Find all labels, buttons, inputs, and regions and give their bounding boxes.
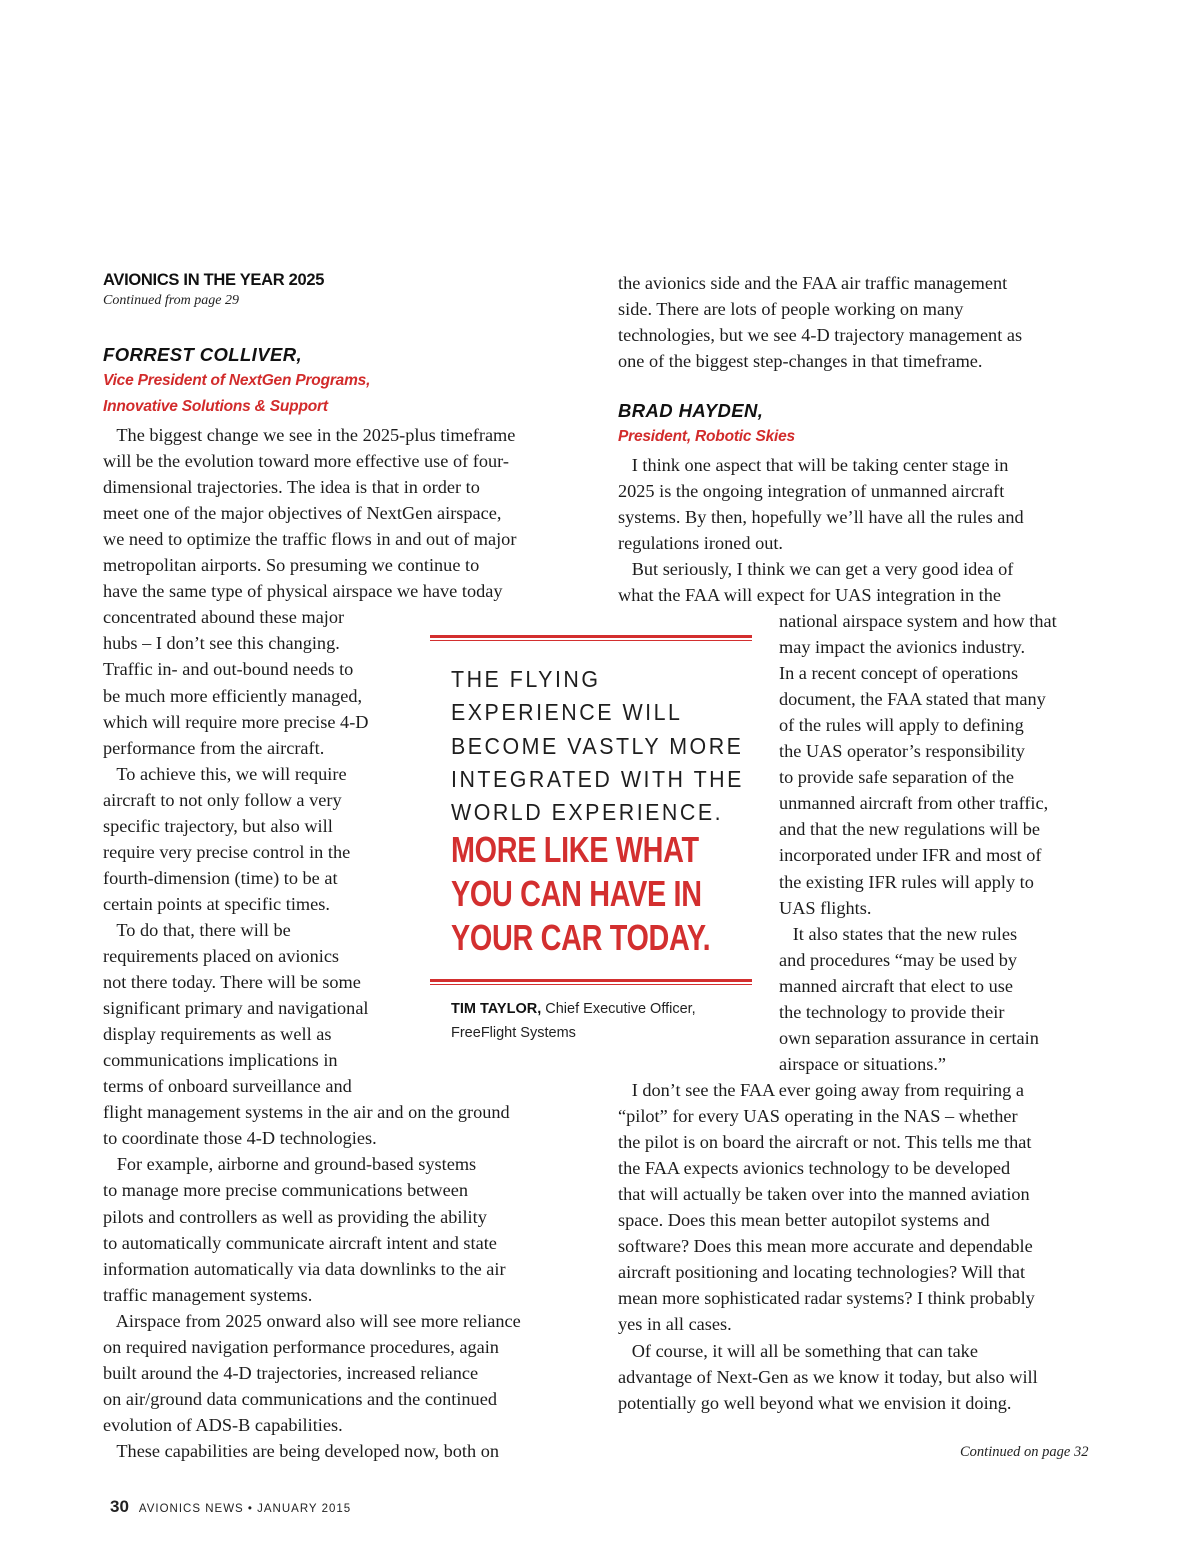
left-column-line: information automatically via data downlinks to the air xyxy=(103,1258,506,1279)
left-column-line: on air/ground data communications and the continued xyxy=(103,1388,497,1409)
section-kicker: AVIONICS IN THE YEAR 2025 xyxy=(103,271,325,289)
pull-quote-bottom-rule xyxy=(430,979,752,985)
right-column-narrow-line: incorporated under IFR and most of xyxy=(779,845,1042,866)
left-column-line: To do that, there will be xyxy=(103,919,291,940)
left-column-line: will be the evolution toward more effective use of four- xyxy=(103,451,509,472)
right-column-bottom-line: software? Does this mean more accurate and dependable xyxy=(618,1236,1033,1257)
left-column-line: we need to optimize the traffic flows in and out of major xyxy=(103,529,517,550)
right-column-middle-line: 2025 is the ongoing integration of unmanned aircraft xyxy=(618,481,1005,502)
left-column-line: certain points at specific times. xyxy=(103,893,330,914)
right-column-bottom-line: the pilot is on board the aircraft or not. This tells me that xyxy=(618,1132,1032,1153)
left-column-line: be much more efficiently managed, xyxy=(103,685,363,706)
right-column-narrow-line: manned aircraft that elect to use xyxy=(779,975,1013,996)
left-column-line: evolution of ADS-B capabilities. xyxy=(103,1414,343,1435)
right-column-narrow-line: airspace or situations.” xyxy=(779,1053,947,1074)
right-column-bottom-line: yes in all cases. xyxy=(618,1314,732,1335)
continued-on: Continued on page 32 xyxy=(960,1444,1089,1460)
right-column-bottom-line: “pilot” for every UAS operating in the NAS – whether xyxy=(618,1106,1018,1127)
right-column-middle-line: But seriously, I think we can get a very good idea of xyxy=(618,559,1014,580)
left-column-line: traffic management systems. xyxy=(103,1284,313,1305)
pull-quote-black-line: BECOME VASTLY MORE xyxy=(451,732,744,759)
pull-quote-black-line: EXPERIENCE WILL xyxy=(451,699,683,726)
speaker-title-colliver-line1: Vice President of NextGen Programs, xyxy=(103,372,371,389)
right-column-narrow-line: may impact the avionics industry. xyxy=(779,637,1026,658)
right-column-narrow-line: national airspace system and how that xyxy=(779,611,1057,631)
right-column-top-line: one of the biggest step-changes in that timeframe. xyxy=(618,351,983,372)
right-column-bottom-line: I don’t see the FAA ever going away from requiring a xyxy=(618,1080,1024,1100)
left-column-line: require very precise control in the xyxy=(103,841,351,862)
right-column-narrow-line: In a recent concept of operations xyxy=(779,663,1019,684)
right-column-bottom-line: mean more sophisticated radar systems? I think probably xyxy=(618,1288,1035,1309)
pull-quote-black-line: INTEGRATED WITH THE xyxy=(451,765,744,792)
left-column-line: fourth-dimension (time) to be at xyxy=(103,867,338,888)
right-column-middle-line: regulations ironed out. xyxy=(618,533,784,554)
right-column-narrow-line: the existing IFR rules will apply to xyxy=(779,871,1034,892)
speaker-title-hayden: President, Robotic Skies xyxy=(618,428,795,445)
left-column-line: pilots and controllers as well as providing the ability xyxy=(103,1206,487,1227)
left-column-line: These capabilities are being developed now, both on xyxy=(103,1440,499,1461)
left-column-line: performance from the aircraft. xyxy=(103,737,325,758)
attribution-role: Chief Executive Officer, xyxy=(541,1001,696,1017)
left-column-line: on required navigation performance procedures, again xyxy=(103,1336,499,1357)
left-column-line: which will require more precise 4-D xyxy=(103,711,369,732)
right-column-top-line: the avionics side and the FAA air traffic management xyxy=(618,273,1008,293)
speaker-name-colliver: FORREST COLLIVER, xyxy=(103,344,302,365)
left-column-line: meet one of the major objectives of NextGen airspace, xyxy=(103,503,502,524)
pull-quote-top-rule xyxy=(430,635,752,641)
right-column-middle-line: systems. By then, hopefully we’ll have all the rules and xyxy=(618,507,1024,528)
right-column-narrow-line: document, the FAA stated that many xyxy=(779,689,1046,710)
pull-quote-attribution xyxy=(451,997,696,1021)
attribution-company: FreeFlight Systems xyxy=(451,1025,576,1041)
right-column-narrow-line: and procedures “may be used by xyxy=(779,949,1018,970)
pull-quote-red-line: YOU CAN HAVE IN xyxy=(451,873,702,914)
right-column-narrow-line: own separation assurance in certain xyxy=(779,1027,1039,1048)
publication-info: AVIONICS NEWS • JANUARY 2015 xyxy=(138,1503,352,1515)
left-column-line: To achieve this, we will require xyxy=(103,763,347,784)
left-column-line: flight management systems in the air and on the ground xyxy=(103,1102,510,1123)
right-column-bottom-line: the FAA expects avionics technology to be developed xyxy=(618,1158,1011,1179)
right-column-middle-line: what the FAA will expect for UAS integration in the xyxy=(618,585,1001,606)
left-column-line: Airspace from 2025 onward also will see more reliance xyxy=(103,1310,521,1331)
right-column-top-line: technologies, but we see 4-D trajectory management as xyxy=(618,325,1023,346)
right-column-narrow-line: the technology to provide their xyxy=(779,1001,1005,1022)
right-column-bottom-line: potentially go well beyond what we envision it doing. xyxy=(618,1392,1012,1413)
right-column-bottom-line: aircraft positioning and locating technologies? Will that xyxy=(618,1262,1026,1283)
attribution-name: TIM TAYLOR, xyxy=(451,1001,542,1017)
pull-quote-red-line: YOUR CAR TODAY. xyxy=(451,917,711,958)
left-column-line: significant primary and navigational xyxy=(103,998,369,1019)
left-column-line: to manage more precise communications between xyxy=(103,1180,468,1201)
pull-quote-black-line: THE FLYING xyxy=(451,666,601,692)
page-footer xyxy=(110,1497,351,1517)
left-column-line: communications implications in xyxy=(103,1050,338,1071)
left-column-line: requirements placed on avionics xyxy=(103,946,340,966)
left-column-line: aircraft to not only follow a very xyxy=(103,789,342,810)
left-column-line: hubs – I don’t see this changing. xyxy=(103,633,340,654)
pull-quote-red-line: MORE LIKE WHAT xyxy=(451,829,699,870)
left-column-line: specific trajectory, but also will xyxy=(103,815,333,836)
pull-quote-black-line: WORLD EXPERIENCE. xyxy=(451,799,724,826)
left-column-line: concentrated abound these major xyxy=(103,607,345,628)
left-column-line: metropolitan airports. So presuming we continue to xyxy=(103,555,480,576)
right-column-narrow-line: of the rules will apply to defining xyxy=(779,715,1024,736)
left-column-line: Traffic in- and out-bound needs to xyxy=(103,659,354,680)
continued-from: Continued from page 29 xyxy=(103,293,239,308)
left-column-line: to coordinate those 4-D technologies. xyxy=(103,1128,377,1149)
left-column-line: terms of onboard surveillance and xyxy=(103,1076,352,1097)
right-column-narrow-line: UAS flights. xyxy=(779,897,872,918)
left-column-line: have the same type of physical airspace we have today xyxy=(103,581,503,602)
right-column-narrow-line: the UAS operator’s responsibility xyxy=(779,741,1025,762)
right-column-bottom-line: Of course, it will all be something that can take xyxy=(618,1340,978,1361)
right-column-bottom-line: advantage of Next-Gen as we know it today, but also will xyxy=(618,1366,1038,1387)
speaker-name-hayden: BRAD HAYDEN, xyxy=(618,400,764,421)
left-column-line: dimensional trajectories. The idea is that in order to xyxy=(103,477,480,498)
right-column-narrow-line: unmanned aircraft from other traffic, xyxy=(779,793,1049,814)
right-column-narrow-line: and that the new regulations will be xyxy=(779,819,1040,840)
left-column-line: built around the 4-D trajectories, increased reliance xyxy=(103,1362,479,1383)
left-column-line: not there today. There will be some xyxy=(103,972,361,993)
speaker-title-colliver-line2: Innovative Solutions & Support xyxy=(103,398,328,415)
right-column-middle-line: I think one aspect that will be taking center stage in xyxy=(618,455,1009,475)
left-column-line: to automatically communicate aircraft intent and state xyxy=(103,1232,497,1253)
left-column-line: display requirements as well as xyxy=(103,1024,332,1045)
right-column-bottom-line: space. Does this mean better autopilot systems and xyxy=(618,1210,990,1231)
right-column-narrow-line: It also states that the new rules xyxy=(779,923,1018,944)
right-column-narrow-line: to provide safe separation of the xyxy=(779,767,1015,788)
left-column-line: For example, airborne and ground-based systems xyxy=(103,1154,477,1175)
right-column-bottom-line: that will actually be taken over into the manned aviation xyxy=(618,1184,1030,1205)
right-column-top-line: side. There are lots of people working on many xyxy=(618,299,964,320)
page-number: 30 xyxy=(110,1497,129,1516)
left-column-line: The biggest change we see in the 2025-plus timeframe xyxy=(103,425,516,445)
